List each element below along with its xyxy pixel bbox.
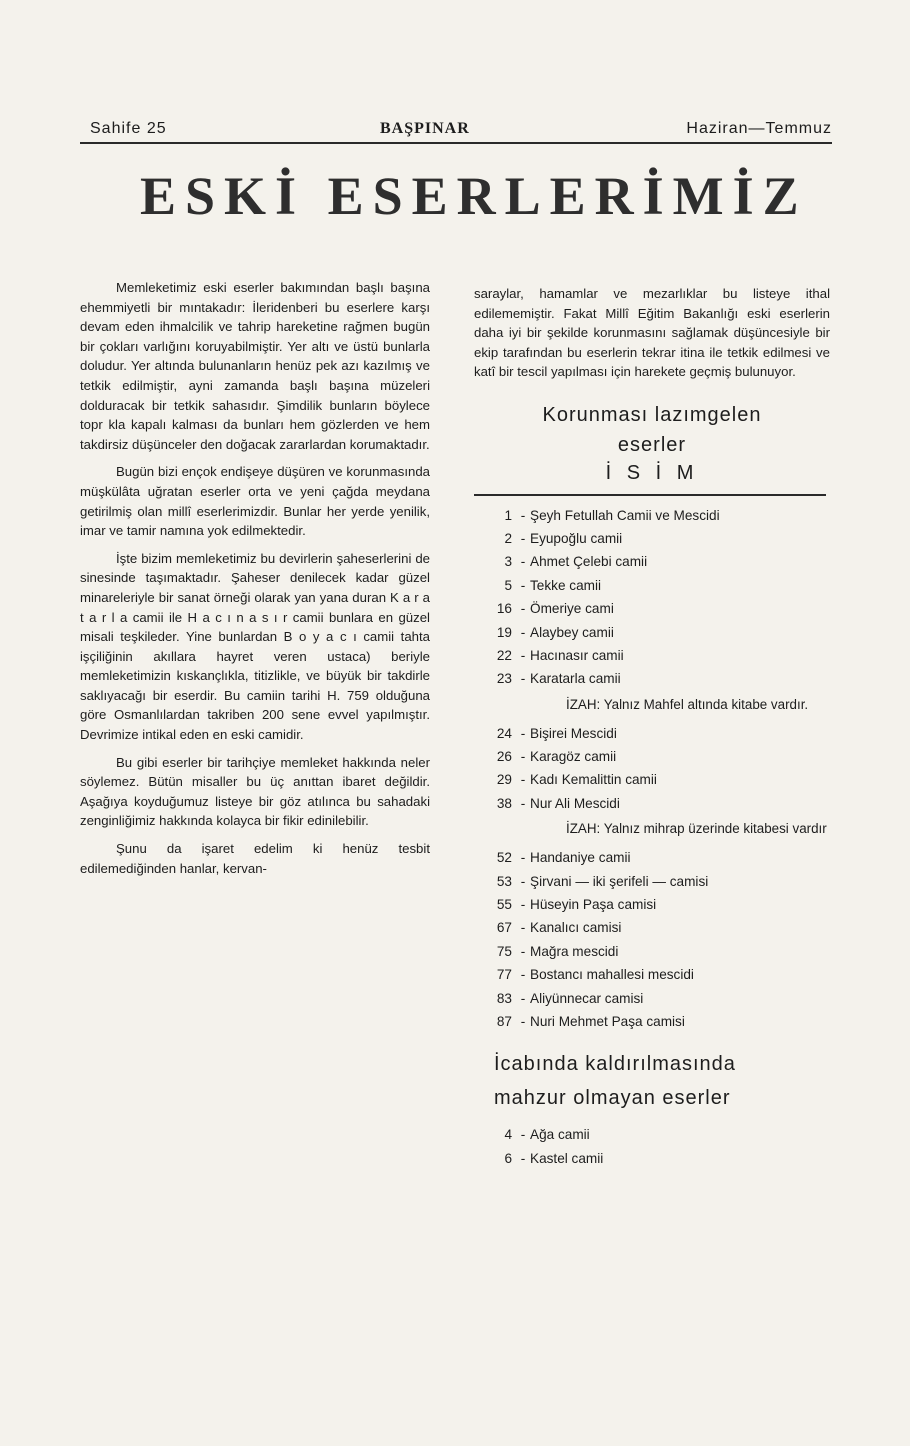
running-header (80, 118, 832, 144)
item-number: 75 (496, 943, 512, 959)
list-item: 1 - Şeyh Fetullah Camii ve Mescidi (474, 504, 830, 527)
item-number: 38 (496, 795, 512, 811)
item-name: Hacınasır camii (530, 647, 624, 663)
removable-section (474, 1047, 830, 1170)
item-name: Nur Ali Mescidi (530, 795, 620, 811)
list-item: 77 - Bostancı mahallesi mescidi (474, 963, 830, 986)
item-number: 23 (496, 671, 512, 687)
section-heading-removable: İcabında kaldırılmasında (494, 1053, 736, 1076)
monument-list-4 (474, 1123, 830, 1170)
list-item: 55 - Hüseyin Paşa camisi (474, 893, 830, 916)
item-name: Aliyünnecar camisi (530, 990, 644, 1006)
list-item: 29 - Kadı Kemalittin camii (474, 768, 830, 791)
item-number: 24 (496, 725, 512, 741)
name-column-heading: İ S İ M (605, 461, 699, 484)
item-name: Karatarla camii (530, 671, 621, 687)
continued-paragraph: saraylar, hamamlar ve mezarlıklar bu listeye ithal edilememiştir. Fakat Millî Eğitim Bakanlığı eski eserlerin daha iyi bir şekilde korunmasını sağlamak düşüncesiyle bir ekip tarafından bu eserlerin tekrar itina ile tetkik edilmesi ve katî bir tescil yapılması için harekete geçmiş bulunuyor. (474, 286, 830, 380)
list-item: 75 - Mağra mescidi (474, 940, 830, 963)
item-name: Bostancı mahallesi mescidi (530, 967, 694, 983)
item-name: Hüseyin Paşa camisi (530, 897, 657, 913)
item-name: Kanalıcı camisi (530, 920, 622, 936)
list-item: 52 - Handaniye camii (474, 846, 830, 869)
item-number: 5 (504, 577, 512, 593)
list-item: 24 - Bişirei Mescidi (474, 722, 830, 745)
list-item: 53 - Şirvani — iki şerifeli — camisi (474, 870, 830, 893)
note-text: İZAH: Yalnız mihrap üzerinde kitabesi vardır (566, 821, 827, 837)
paragraph: Bu gibi eserler bir tarihçiye memleket hakkında neler söylemez. Bütün misaller bu üç anıttan ibaret değildir. Aşağıya koyduğumuz listeye bir göz atılınca bu sahadaki zenginliğimiz hakkında kolayca bir fikir edinilebilir. (80, 754, 430, 829)
list-item: 38 - Nur Ali Mescidi (474, 792, 830, 815)
item-number: 3 (504, 554, 512, 570)
item-name: Nuri Mehmet Paşa camisi (530, 1013, 685, 1029)
list-item: 5 - Tekke camii (474, 574, 830, 597)
item-name: Ahmet Çelebi camii (530, 554, 648, 570)
item-number: 1 (504, 507, 512, 523)
monument-list-2 (474, 722, 830, 816)
item-name: Eyupoğlu camii (530, 530, 623, 546)
list-item: 22 - Hacınasır camii (474, 644, 830, 667)
left-column (80, 278, 430, 886)
item-number: 26 (496, 749, 512, 765)
item-name: Handaniye camii (530, 850, 631, 866)
paragraph: Bugün bizi ençok endişeye düşüren ve korunmasında müşkülâta uğratan eserler orta ve yeni çağda meydana getirilmiş olan millî eserlerimizdir. Bunlar her yerde yenilik, imar ve tamir namına yok edilmektedir. (80, 464, 430, 539)
list-item: 4 - Ağa camii (474, 1123, 830, 1146)
item-number: 77 (496, 967, 512, 983)
list-item: 26 - Karagöz camii (474, 745, 830, 768)
item-number: 87 (496, 1013, 512, 1029)
item-name: Kastel camii (530, 1150, 604, 1166)
item-number: 67 (496, 920, 512, 936)
item-name: Bişirei Mescidi (530, 725, 617, 741)
item-name: Karagöz camii (530, 749, 617, 765)
item-number: 55 (496, 897, 512, 913)
section-heading-removable-cont: mahzur olmayan eserler (494, 1087, 731, 1110)
monument-list-3 (474, 846, 830, 1033)
item-number: 16 (496, 601, 512, 617)
list-item: 23 - Karatarla camii (474, 667, 830, 690)
article-title: ESKİ ESERLERİMİZ (140, 166, 808, 226)
item-number: 29 (496, 772, 512, 788)
list-item: 19 - Alaybey camii (474, 621, 830, 644)
journal-name: BAŞPINAR (380, 120, 470, 137)
item-number: 19 (496, 624, 512, 640)
item-number: 83 (496, 990, 512, 1006)
section-heading-protected-cont: eserler (617, 433, 687, 456)
list-rule (474, 494, 826, 496)
item-name: Şirvani — iki şerifeli — camisi (530, 873, 709, 889)
list-item: 87 - Nuri Mehmet Paşa camisi (474, 1010, 830, 1033)
list-item: 67 - Kanalıcı camisi (474, 916, 830, 939)
item-number: 52 (496, 850, 512, 866)
paragraph: İşte bizim memleketimiz bu devirlerin şaheserlerini de sinesinde taşımaktadır. Şaheser denilecek kadar güzel minareleriyle bir sanat örneği olarak yan yana duran K a r a t a r l a camii ile H a c ı n a s ı r camii bunlara en güzel misali teşkileder. Yine bunlardan B o y a c ı camii tahta işçiliğinin akıllara hayret veren ustaca) beriyle memleketimizin kıskançlıkla, titizlikle, ve büyük bir takdirle saklıyacağı bir eserdir. Bu camiin tarihi H. 759 olduğuna göre Osmanlılardan takriben 200 sene evvel yapılmıştır. Devrimize intikal eden en eski camidir. (80, 550, 430, 743)
item-name: Tekke camii (530, 577, 602, 593)
item-name: Alaybey camii (530, 624, 614, 640)
item-number: 4 (504, 1127, 512, 1143)
list-item: 6 - Kastel camii (474, 1147, 830, 1170)
section-heading-protected: Korunması lazımgelen (542, 403, 762, 426)
item-number: 22 (496, 647, 512, 663)
item-number: 2 (504, 530, 512, 546)
item-name: Ömeriye cami (530, 601, 614, 617)
list-item: 2 - Eyupoğlu camii (474, 527, 830, 550)
item-name: Mağra mescidi (530, 943, 619, 959)
paragraph: Şunu da işaret edelim ki henüz tesbit edilemediğinden hanlar, kervan- (80, 841, 430, 876)
explanation-note (474, 695, 830, 714)
explanation-note (474, 819, 830, 838)
item-name: Kadı Kemalittin camii (530, 772, 657, 788)
list-item: 83 - Aliyünnecar camisi (474, 987, 830, 1010)
page-number: Sahife 25 (90, 120, 167, 137)
issue-date: Haziran—Temmuz (686, 120, 832, 137)
item-number: 6 (504, 1150, 512, 1166)
monument-list-1 (474, 504, 830, 691)
item-name: Ağa camii (530, 1127, 590, 1143)
item-name: Şeyh Fetullah Camii ve Mescidi (530, 507, 720, 523)
note-text: İZAH: Yalnız Mahfel altında kitabe vardır. (566, 696, 809, 712)
item-number: 53 (496, 873, 512, 889)
paragraph: Memleketimiz eski eserler bakımından başlı başına ehemmiyetli bir mıntakadır: İleridenberi bu eserlere karşı devam eden ihmalcilik ve tahrip hareketine rağmen bugün bir çokları varlığını koruyabilmiştir. Yer altı ve üstü bunlarla doludur. Yer altında bulunanların henüz pek azı kazılmış ve tetkik edilmiştir, ayni zamanda başlı başına müzeleri dolduracak bir tetkik sahasıdır. Şimdilik bunların böylece topr kla kapalı kalması da bunları hem gözlerden ve hem takdirsiz düşünceler den doğacak zararlardan korumaktadır. (80, 280, 430, 452)
list-item: 3 - Ahmet Çelebi camii (474, 550, 830, 573)
list-item: 16 - Ömeriye cami (474, 597, 830, 620)
right-column (474, 284, 830, 1170)
header-rule (80, 142, 832, 144)
